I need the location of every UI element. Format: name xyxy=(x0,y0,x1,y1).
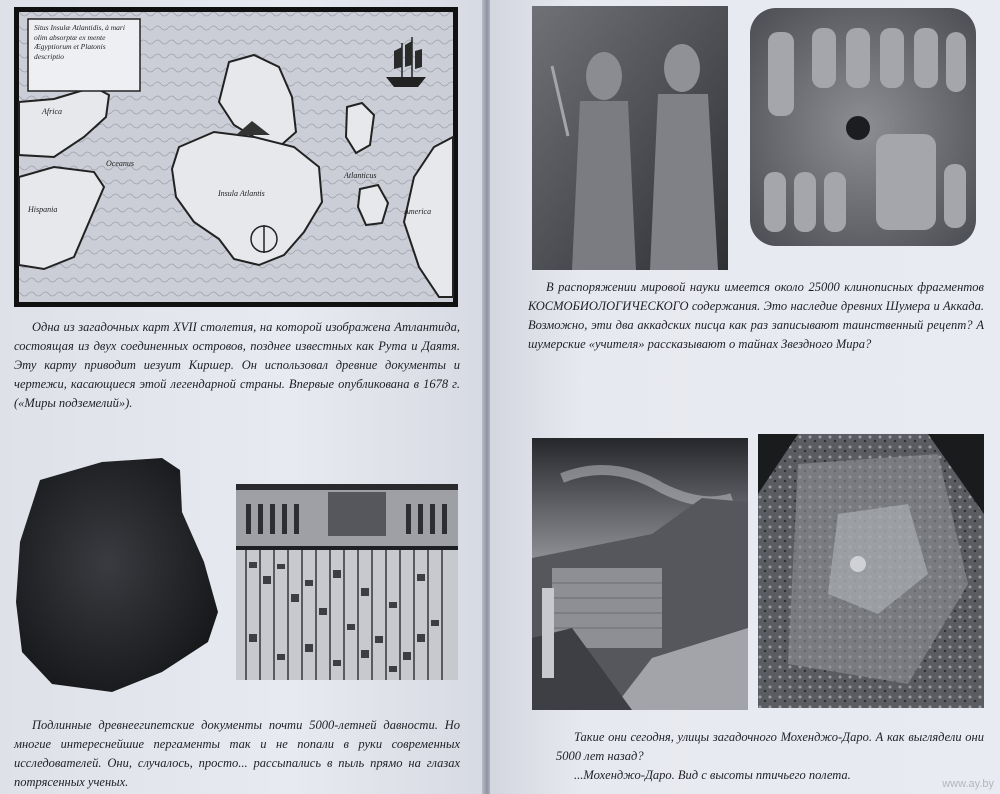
watermark: www.ay.by xyxy=(942,778,994,790)
scribes-relief-image xyxy=(532,6,728,270)
atlantis-map-image xyxy=(14,7,458,307)
documents-caption xyxy=(14,716,460,792)
map-label-atlanticus: Atlanticus xyxy=(344,171,377,180)
map-label-oceanus: Oceanus xyxy=(106,159,134,168)
map-label-america: America xyxy=(404,207,432,216)
tablet-caption-text: В распоряжении мировой науки имеется около 25000 клинописных фрагментов КОСМОБИОЛОГИЧЕСКОГО содержания. Это наследие древних Шумера и Аккада. Возможно, эти два аккадских писца как раз записывают таинственный рецепт? А шумерские «учителя» рассказывают о тайнах Звездного Мира? xyxy=(528,280,984,351)
mohenjo-daro-aerial-image xyxy=(758,434,984,708)
left-page xyxy=(0,0,484,794)
mohenjo-daro-street-image xyxy=(532,438,748,710)
papyrus-fragment-image xyxy=(12,452,220,704)
map-caption-text: Одна из загадочных карт XVII столетия, на которой изображена Атлантида, состоящая из двух соединенных островов, позднее известных как Рута и Даятя. Эту карту приводит иезуит Киршер. Он использовал древние документы и чертежи, касающиеся этой легендарной страны. Впервые опубликована в 1678 г. («Миры подземелий»). xyxy=(14,320,460,410)
map-legend-text: Situs Insulæ Atlantidis, à mari olim absorptæ ex mente Ægyptiorum et Platonis descriptio xyxy=(34,23,125,61)
mohenjo-daro-caption-2: ...Мохенджо-Даро. Вид с высоты птичьего полета. xyxy=(574,768,851,782)
mohenjo-daro-caption xyxy=(556,728,984,785)
mohenjo-daro-caption-1: Такие они сегодня, улицы загадочного Мохенджо-Даро. А как выглядели они 5000 лет назад? xyxy=(556,730,984,763)
map-label-atlantis: Insula Atlantis xyxy=(218,189,265,198)
sumerian-tablet-image xyxy=(746,4,980,250)
hieroglyph-papyrus-image xyxy=(236,484,458,680)
right-page xyxy=(490,0,1000,794)
map-label-hispania: Hispania xyxy=(28,205,58,214)
map-caption xyxy=(14,318,460,413)
map-label-africa: Africa xyxy=(42,107,62,116)
documents-caption-text: Подлинные древнеегипетские документы почти 5000-летней давности. Но многие интереснейшие пергаменты так и не попали в руки современных исследователей. Они, случалось, просто... рассыпались в пыль прямо на глазах потрясенных ученых. xyxy=(14,718,460,789)
tablet-caption xyxy=(528,278,984,354)
